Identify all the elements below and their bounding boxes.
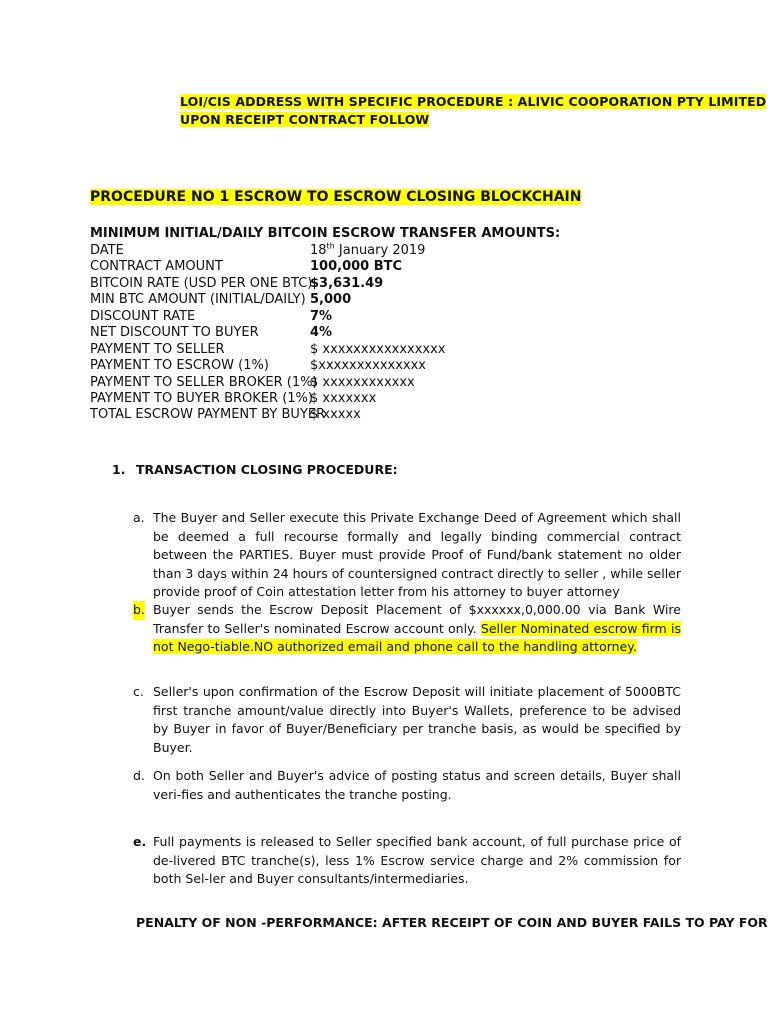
amount-label: CONTRACT AMOUNT <box>90 259 223 274</box>
amount-label: TOTAL ESCROW PAYMENT BY BUYER <box>90 407 326 422</box>
procedure-item-a <box>133 509 681 602</box>
procedure-item-e <box>133 833 681 889</box>
amount-value: $xxxxxxxxxxxxxx <box>310 358 426 373</box>
procedure-title-highlight: PROCEDURE NO 1 ESCROW TO ESCROW CLOSING BLOCKCHAIN <box>90 189 582 205</box>
item-text: Seller's upon confirmation of the Escrow Deposit will initiate placement of 5000BTC first tranche amount/value directly into Buyer's Wallets, preference to be advised by Buyer in favor of Buyer/Beneficiary per tranche basis, as would be specified by Buyer. <box>153 684 681 755</box>
amount-row-min <box>90 292 650 309</box>
section-title: TRANSACTION CLOSING PROCEDURE: <box>136 462 398 477</box>
amount-label: PAYMENT TO SELLER <box>90 342 225 357</box>
item-letter: d. <box>133 768 145 783</box>
header-highlight-2: UPON RECEIPT CONTRACT FOLLOW <box>180 112 430 127</box>
amount-label: NET DISCOUNT TO BUYER <box>90 325 259 340</box>
procedure-title <box>90 189 581 205</box>
amount-value: 4% <box>310 325 333 340</box>
item-letter: b. <box>133 601 145 620</box>
document-header-line-1 <box>180 94 766 109</box>
amount-label: DATE <box>90 243 124 258</box>
amount-value: $ xxxxxxx <box>310 391 377 406</box>
amount-row-escrow <box>90 358 650 375</box>
amount-row-date <box>90 243 650 260</box>
amount-row-seller-broker <box>90 375 650 392</box>
amount-row-net-discount <box>90 325 650 342</box>
item-text-highlight: Seller Nominated escrow firm is not Nego-tiable.NO authorized email and phone call to the handling attorney. <box>153 620 681 654</box>
item-letter: c. <box>133 684 144 699</box>
procedure-item-c <box>133 683 681 757</box>
procedure-item-b <box>133 601 681 657</box>
amount-value: $ xxxxxxxxxxxx <box>310 375 415 390</box>
amount-label: PAYMENT TO SELLER BROKER (1%) <box>90 375 318 390</box>
document-header-line-2 <box>180 112 429 127</box>
amount-value: $ xxxxx <box>310 407 361 422</box>
section-number: 1. <box>112 462 126 477</box>
amount-value: 7% <box>310 309 333 324</box>
amount-row-buyer-broker <box>90 391 650 408</box>
item-text: Full payments is released to Seller specified bank account, of full purchase price of de-livered BTC tranche(s), less 1% Escrow service charge and 2% commission for both Sel-ler and Buyer consultants/intermediaries. <box>153 834 681 886</box>
amount-label: PAYMENT TO BUYER BROKER (1%) <box>90 391 313 406</box>
amount-value: 100,000 BTC <box>310 259 403 274</box>
item-text-plain: Buyer sends the Escrow Deposit Placement of $xxxxxx,0,000.00 via Bank Wire Transfer to Seller's nominated Escrow account only. <box>153 602 681 636</box>
amount-label: DISCOUNT RATE <box>90 309 196 324</box>
penalty-heading: PENALTY OF NON -PERFORMANCE: AFTER RECEIPT OF COIN AND BUYER FAILS TO PAY FOR <box>136 915 768 930</box>
amount-row-contract <box>90 259 650 276</box>
amount-row-rate <box>90 276 650 293</box>
amounts-heading: MINIMUM INITIAL/DAILY BITCOIN ESCROW TRANSFER AMOUNTS: <box>90 226 561 241</box>
amount-value: 5,000 <box>310 292 352 307</box>
amount-value: $ xxxxxxxxxxxxxxxx <box>310 342 446 357</box>
amount-label: PAYMENT TO ESCROW (1%) <box>90 358 269 373</box>
amount-row-seller <box>90 342 650 359</box>
item-letter: a. <box>133 510 145 525</box>
amount-value: 18th January 2019 <box>310 241 426 258</box>
amount-label: BITCOIN RATE (USD PER ONE BTC) <box>90 276 313 291</box>
header-highlight-1: LOI/CIS ADDRESS WITH SPECIFIC PROCEDURE : ALIVIC COOPORATION PTY LIMITED <box>180 94 767 109</box>
item-letter: e. <box>133 834 147 849</box>
item-text: On both Seller and Buyer's advice of posting status and screen details, Buyer shall veri-fies and authenticates the tranche posting. <box>153 768 681 802</box>
amount-label: MIN BTC AMOUNT (INITIAL/DAILY) <box>90 292 306 307</box>
item-text: The Buyer and Seller execute this Private Exchange Deed of Agreement which shall be deemed a full recourse formally and legally binding commercial contract between the PARTIES. Buyer must provide Proof of Fund/bank statement no older than 3 days within 24 hours of countersigned contract directly to seller , while seller provide proof of Coin attestation letter from his attorney to buyer attorney <box>153 510 681 599</box>
procedure-item-d <box>133 767 681 804</box>
amount-row-total <box>90 407 650 424</box>
amount-value: $3,631.49 <box>310 276 384 291</box>
amount-row-discount <box>90 309 650 326</box>
item-text <box>153 601 681 657</box>
